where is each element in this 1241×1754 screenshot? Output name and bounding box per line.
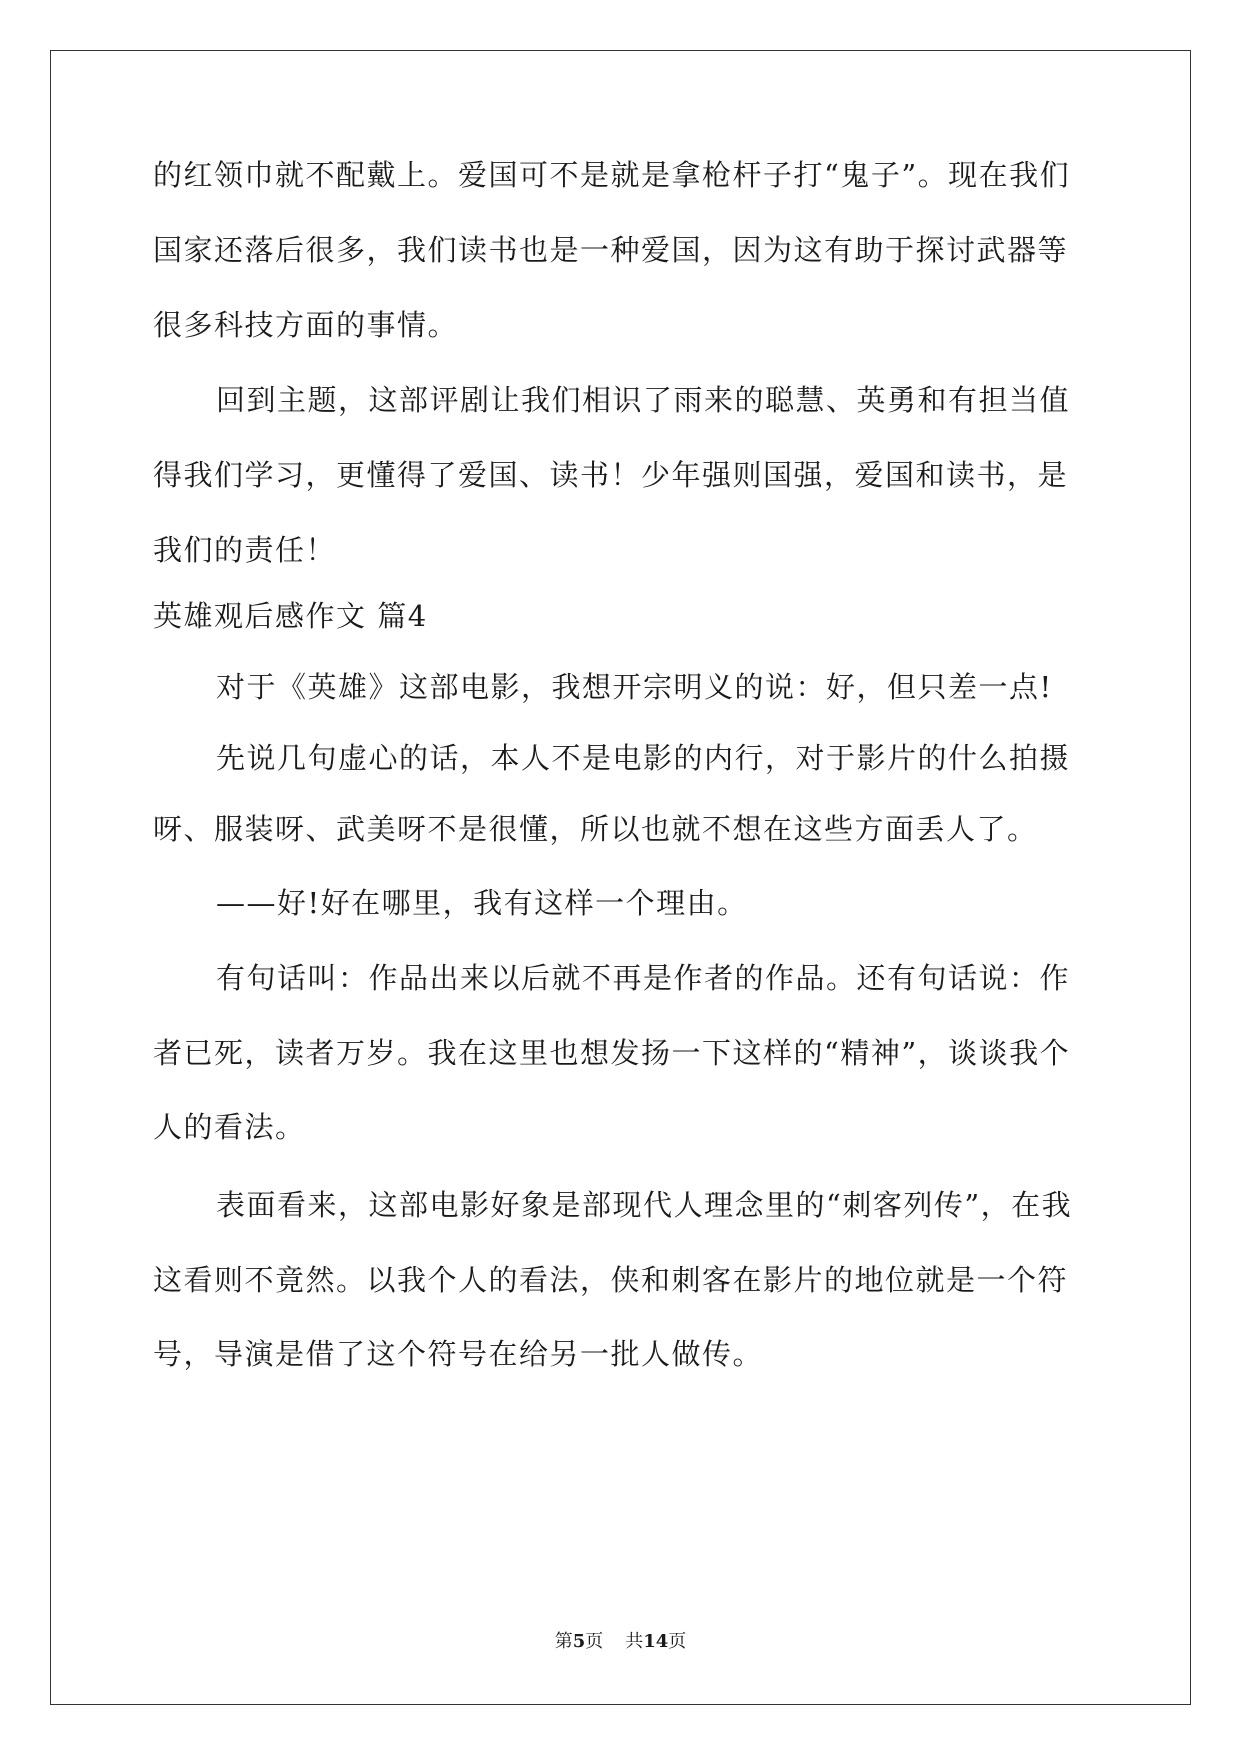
text-line: 我们的责任！ bbox=[153, 533, 337, 567]
paragraph-start-line: ——好!好在哪里，我有这样一个理由。 bbox=[216, 886, 748, 920]
total-prefix: 共 bbox=[625, 1631, 644, 1652]
page-number-footer bbox=[0, 1630, 1241, 1654]
paragraph-start-line: 回到主题，这部评剧让我们相识了雨来的聪慧、英勇和有担当值 bbox=[216, 383, 1071, 417]
text-line: 人的看法。 bbox=[153, 1110, 306, 1144]
total-page-count: 14 bbox=[643, 1631, 669, 1652]
text-line: 这看则不竟然。以我个人的看法，侠和刺客在影片的地位就是一个符 bbox=[153, 1263, 1069, 1297]
text-line: 得我们学习，更懂得了爱国、读书！少年强则国强，爱国和读书，是 bbox=[153, 458, 1069, 492]
text-line: 很多科技方面的事情。 bbox=[153, 308, 459, 342]
page-prefix: 第 bbox=[554, 1631, 573, 1652]
section-heading: 英雄观后感作文 篇4 bbox=[153, 599, 428, 633]
text-line: 国家还落后很多，我们读书也是一种爱国，因为这有助于探讨武器等 bbox=[153, 233, 1069, 267]
total-suffix: 页 bbox=[668, 1631, 687, 1652]
text-line: 的红领巾就不配戴上。爱国可不是就是拿枪杆子打“鬼子”。现在我们 bbox=[153, 158, 1071, 192]
paragraph-start-line: 有句话叫：作品出来以后就不再是作者的作品。还有句话说：作 bbox=[216, 961, 1071, 995]
paragraph-start-line: 表面看来，这部电影好象是部现代人理念里的“刺客列传”，在我 bbox=[216, 1188, 1073, 1222]
paragraph-start-line: 对于《英雄》这部电影，我想开宗明义的说：好，但只差一点! bbox=[216, 670, 1053, 704]
text-line: 号，导演是借了这个符号在给另一批人做传。 bbox=[153, 1337, 764, 1371]
text-line: 者已死，读者万岁。我在这里也想发扬一下这样的“精神”，谈谈我个 bbox=[153, 1036, 1071, 1070]
paragraph-start-line: 先说几句虚心的话，本人不是电影的内行，对于影片的什么拍摄 bbox=[216, 741, 1071, 775]
text-line: 呀、服装呀、武美呀不是很懂，所以也就不想在这些方面丢人了。 bbox=[153, 812, 1038, 846]
current-page-number: 5 bbox=[572, 1631, 586, 1652]
page-border bbox=[50, 50, 1191, 1705]
page-suffix: 页 bbox=[585, 1631, 604, 1652]
